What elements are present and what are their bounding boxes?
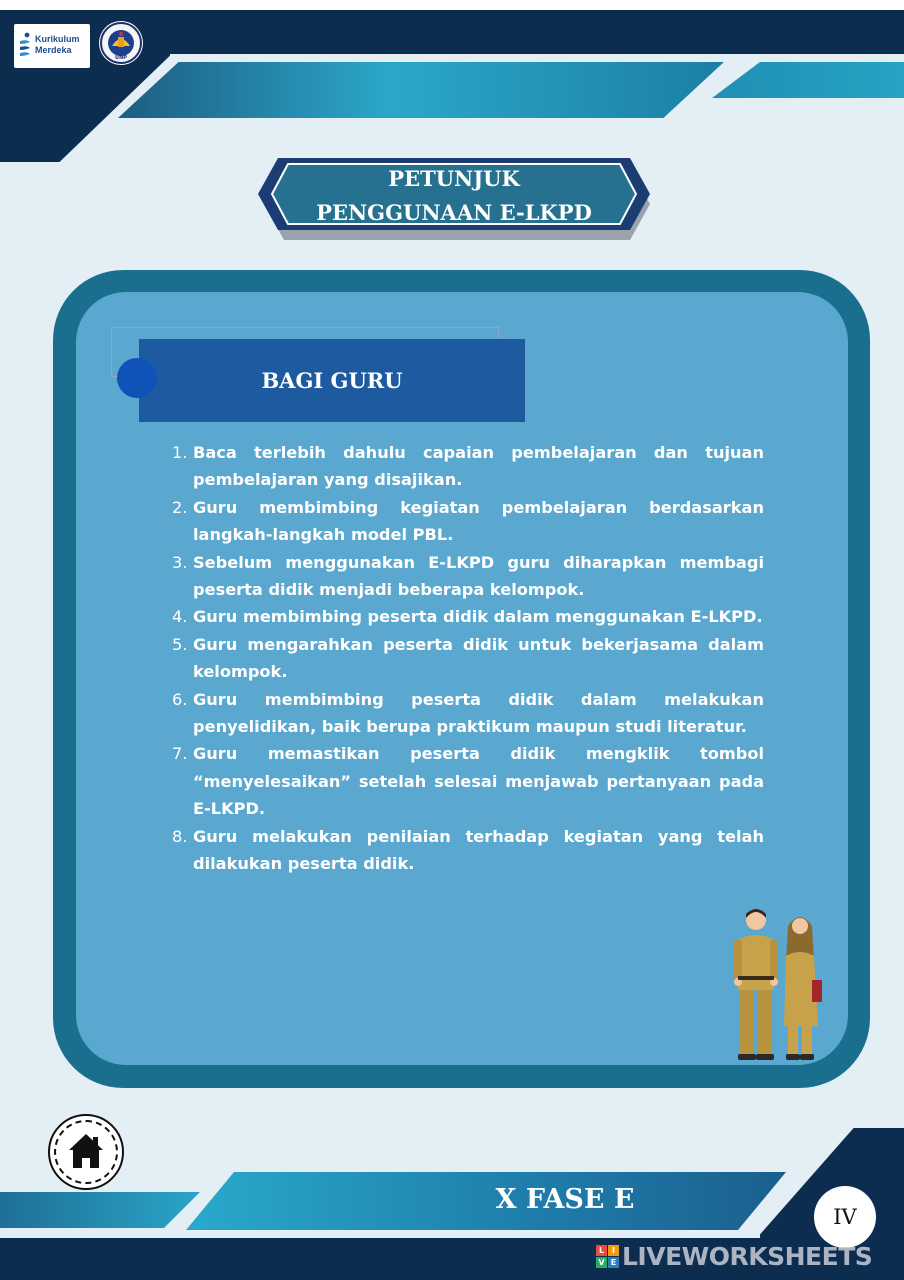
instruction-text: Guru membimbing kegiatan pembelajaran berdasarkan langkah-langkah model PBL.	[193, 497, 764, 545]
watermark-letter: V	[596, 1257, 607, 1268]
footer-accent-bar-left	[0, 1192, 200, 1228]
unp-seal-text: UNP	[115, 55, 127, 61]
instruction-list	[172, 439, 764, 878]
instruction-number: 4.	[172, 607, 188, 627]
instruction-item	[172, 686, 764, 741]
header-accent-bar-right	[712, 62, 904, 98]
section-title: BAGI GURU	[261, 368, 403, 393]
logo-kurikulum-line1: Kurikulum	[35, 34, 80, 44]
instruction-number: 6.	[172, 689, 188, 709]
watermark-text: LIVEWORKSHEETS	[622, 1241, 873, 1271]
instruction-text: Guru mengarahkan peserta didik untuk bekerjasama dalam kelompok.	[193, 634, 764, 682]
instruction-item	[172, 823, 764, 878]
watermark-letter: I	[608, 1245, 619, 1256]
instruction-item	[172, 439, 764, 494]
instruction-item	[172, 494, 764, 549]
instruction-item	[172, 631, 764, 686]
instruction-number: 5.	[172, 634, 188, 654]
instruction-text: Guru membimbing peserta didik dalam melakukan penyelidikan, baik berupa praktikum maupun studi literatur.	[193, 689, 764, 737]
liveworksheets-watermark	[596, 1241, 873, 1271]
instruction-number: 8.	[172, 826, 188, 846]
watermark-letter: L	[596, 1245, 607, 1256]
footer-title: X FASE E	[495, 1184, 635, 1215]
instruction-number: 2.	[172, 497, 188, 517]
instruction-item	[172, 549, 764, 604]
logo-kurikulum-line2: Merdeka	[35, 45, 72, 55]
instruction-number: 7.	[172, 744, 188, 764]
title-line2: PENGGUNAAN E-LKPD	[316, 200, 592, 225]
unp-university-seal-logo	[98, 20, 144, 66]
instruction-item	[172, 603, 764, 630]
instruction-text: Sebelum menggunakan E-LKPD guru diharapkan membagi peserta didik menjadi beberapa kelompok.	[193, 552, 764, 600]
instruction-text: Guru melakukan penilaian terhadap kegiatan yang telah dilakukan peserta didik.	[193, 826, 764, 874]
page-number-badge: IV	[814, 1186, 876, 1248]
title-banner	[258, 156, 650, 240]
header-accent-bar	[118, 62, 724, 118]
watermark-letter: E	[608, 1257, 619, 1268]
instruction-text: Guru memastikan peserta didik mengklik tombol “menyelesaikan” setelah selesai menjawab pertanyaan pada E-LKPD.	[193, 744, 764, 819]
instruction-item	[172, 740, 764, 822]
kurikulum-merdeka-logo	[14, 24, 90, 68]
instruction-text: Guru membimbing peserta didik dalam menggunakan E-LKPD.	[193, 607, 763, 627]
home-button[interactable]	[48, 1114, 124, 1190]
instruction-number: 3.	[172, 552, 188, 572]
instruction-number: 1.	[172, 443, 188, 462]
teachers-illustration	[728, 906, 828, 1066]
home-icon	[67, 1132, 105, 1172]
instruction-text: Baca terlebih dahulu capaian pembelajaran dan tujuan pembelajaran yang disajikan.	[193, 443, 764, 490]
title-line1: PETUNJUK	[388, 166, 520, 191]
top-stripe	[0, 0, 904, 10]
